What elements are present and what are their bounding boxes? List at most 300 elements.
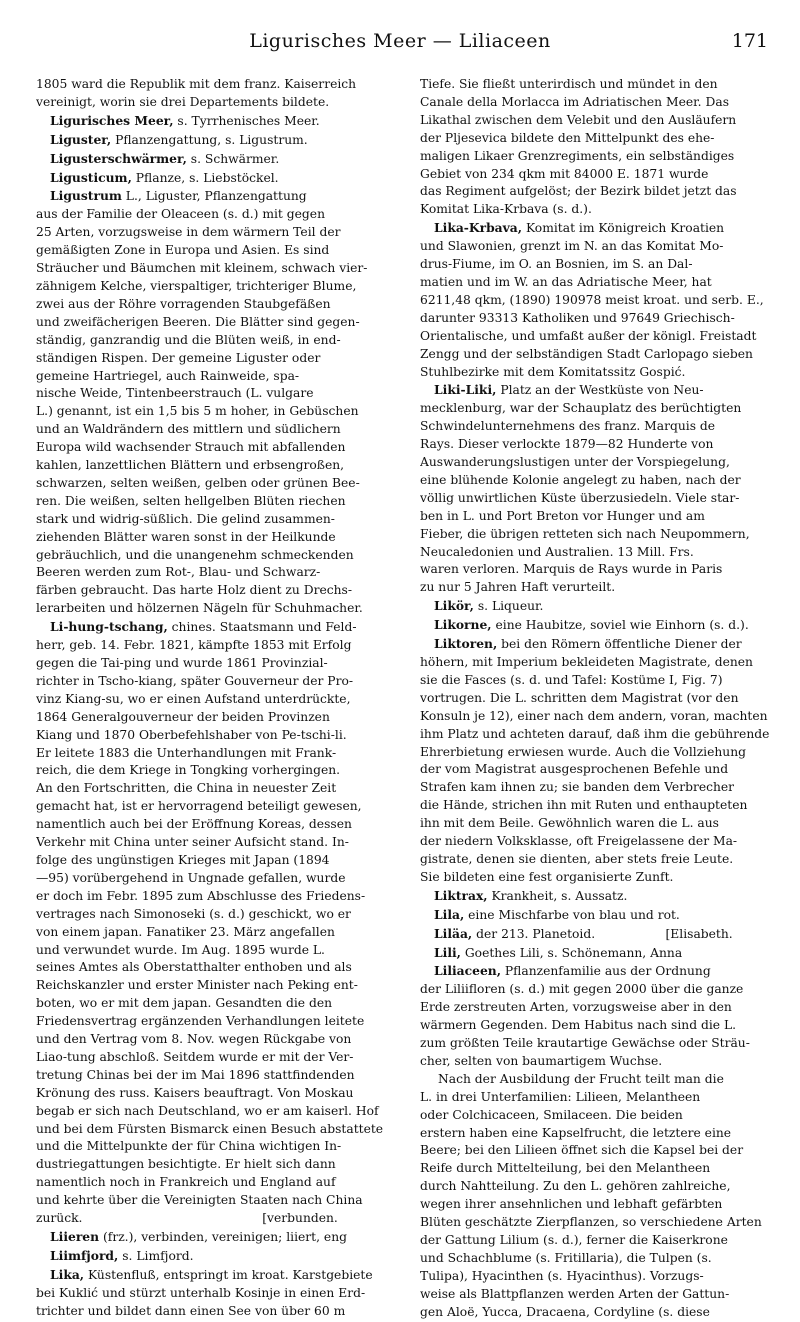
text-line <box>36 1192 391 1210</box>
text-line <box>420 183 775 201</box>
text-line <box>36 1031 391 1049</box>
line-text: Strafen kam ihnen zu; sie banden dem Verbrecher <box>420 780 735 795</box>
line-text: s. Schwärmer. <box>186 151 280 166</box>
text-line <box>36 296 391 314</box>
headword: Lika, <box>50 1266 85 1282</box>
line-text: s. Liqueur. <box>473 599 544 614</box>
line-text: Schwindelunternehmens des franz. Marquis de <box>420 419 716 434</box>
line-text: Krönung des russ. Kaisers beauftragt. Von Moskau <box>36 1085 354 1100</box>
line-text: drus-Fiume, im O. an Bosnien, im S. an Dal- <box>420 257 693 272</box>
line-text: Fieber, die übrigen retteten sich nach Neupommern, <box>420 526 750 541</box>
line-text: reich, die dem Kriege in Tongking vorhergingen. <box>36 763 341 778</box>
line-text: die Hände, strichen ihn mit Ruten und enthaupteten <box>420 798 748 813</box>
line-text: Blüten geschätzte Zierpflanzen, so verschiedene Arten <box>420 1215 762 1230</box>
headword: Liktoren, <box>434 636 498 652</box>
line-text: weise als Blattpflanzen werden Arten der Gattun- <box>420 1286 730 1301</box>
line-text: zum größten Teile krautartige Gewächse oder Sträu- <box>420 1036 750 1051</box>
text-line <box>420 1178 775 1196</box>
text-line <box>36 260 391 278</box>
line-text: Goethes Lili, s. Schönemann, Anna <box>460 945 683 960</box>
line-text: gen Aloë, Yucca, Dracaena, Cordyline (s. diese <box>420 1304 710 1319</box>
entry-headword-line <box>420 635 775 654</box>
entry-headword-line <box>36 1247 391 1266</box>
line-text: 6211,48 qkm, (1890) 190978 meist kroat. und serb. E., <box>420 292 764 307</box>
text-line <box>420 130 775 148</box>
text-line <box>36 94 391 112</box>
line-text: aus der Familie der Oleaceen (s. d.) mit gegen <box>36 207 325 222</box>
text-line <box>420 654 775 672</box>
line-text: Reichskanzler und erster Minister nach Peking ent- <box>36 978 358 993</box>
text-line <box>36 727 391 745</box>
text-line <box>420 418 775 436</box>
headword: Lili, <box>434 944 461 960</box>
headword: Liki-Liki, <box>434 382 497 398</box>
line-text: und Slawonien, grenzt im N. an das Komitat Mo- <box>420 239 724 254</box>
text-line <box>36 332 391 350</box>
line-text: von einem japan. Fanatiker 23. März angefallen <box>36 924 335 939</box>
line-text: Konsuln je 12), einer nach dem andern, voran, machten <box>420 708 768 723</box>
line-text: tretung Chinas bei der im Mai 1896 stattfindenden <box>36 1067 355 1082</box>
headword: Ligusterschwärmer, <box>50 150 187 166</box>
text-line <box>36 1210 391 1228</box>
text-line <box>420 999 775 1017</box>
text-line <box>36 529 391 547</box>
line-text: Er leitete 1883 die Unterhandlungen mit Frank- <box>36 745 337 760</box>
text-line <box>36 76 391 94</box>
text-line <box>36 1067 391 1085</box>
text-line <box>36 421 391 439</box>
line-text: und die Mittelpunkte der für China wichtigen In- <box>36 1139 342 1154</box>
text-line <box>36 1285 391 1303</box>
line-text: s. Limfjord. <box>118 1248 194 1263</box>
line-text: höhern, mit Imperium bekleideten Magistrate, denen <box>420 655 753 669</box>
text-line <box>36 691 391 709</box>
text-line <box>36 1013 391 1031</box>
line-text: er doch im Febr. 1895 zum Abschlusse des Friedens- <box>36 888 366 903</box>
text-line <box>36 888 391 906</box>
line-text: lerarbeiten und hölzernen Nägeln für Schuhmacher. <box>36 601 363 616</box>
line-text: gebräuchlich, und die unangenehm schmeckenden <box>36 547 354 562</box>
entry-headword-line <box>36 1228 391 1247</box>
text-line <box>420 436 775 454</box>
line-text: oder Colchicaceen, Smilaceen. Die beiden <box>420 1107 683 1122</box>
text-line <box>36 368 391 386</box>
line-text: Rays. Dieser verlockte 1879—82 Hunderte von <box>420 437 714 452</box>
text-line <box>36 1174 391 1192</box>
text-line <box>36 547 391 565</box>
text-line <box>420 400 775 418</box>
text-line <box>36 403 391 421</box>
text-line <box>420 690 775 708</box>
text-line <box>420 310 775 328</box>
text-line <box>36 457 391 475</box>
entry-headword-line <box>36 618 391 637</box>
headword: Ligurisches Meer, <box>50 112 174 128</box>
text-line <box>36 314 391 332</box>
line-text: Komitat Lika-Krbava (s. d.). <box>420 202 592 217</box>
line-text: ihm Platz und achteten darauf, daß ihm die gebührende <box>420 726 770 741</box>
page-number: 171 <box>731 30 768 52</box>
line-text: Tiefe. Sie fließt unterirdisch und mündet in den <box>420 77 718 91</box>
line-text: Ehrerbietung erwiesen wurde. Auch die Vollziehung <box>420 744 747 759</box>
line-text: Nach der Ausbildung der Frucht teilt man die <box>438 1071 724 1086</box>
line-text: Canale della Morlacca im Adriatischen Meer. Das <box>420 94 730 109</box>
text-line <box>36 278 391 296</box>
line-text: (frz.), verbinden, vereinigen; liiert, eng <box>99 1230 347 1244</box>
line-text: Beeren werden zum Rot-, Blau- und Schwarz- <box>36 565 321 580</box>
entry-headword-line <box>420 597 775 616</box>
text-line <box>36 475 391 493</box>
text-line <box>36 493 391 511</box>
text-line <box>36 709 391 727</box>
text-line <box>420 238 775 256</box>
line-text: der 213. Planetoid. [Elisabeth. <box>472 926 733 941</box>
line-text: und den Vertrag vom 8. Nov. wegen Rückgabe von <box>36 1032 352 1047</box>
line-text: Orientalische, und umfaßt außer der königl. Freistadt <box>420 328 757 343</box>
left-column <box>36 76 391 1321</box>
right-column <box>420 76 775 1322</box>
line-text: und an Waldrändern des mittlern und südlichern <box>36 422 341 437</box>
entry-headword-line <box>36 112 391 131</box>
line-text: Platz an der Westküste von Neu- <box>496 383 704 398</box>
line-text: ziehenden Blätter waren sonst in der Heilkunde <box>36 529 336 544</box>
line-text: das Regiment aufgelöst; der Bezirk bildet jetzt das <box>420 184 737 199</box>
line-text: Sie bildeten eine fest organisierte Zunft. <box>420 869 674 884</box>
text-line <box>420 1304 775 1322</box>
line-text: sie die Fasces (s. d. und Tafel: Kostüme I, Fig. 7) <box>420 672 723 687</box>
headword: Likör, <box>434 598 474 614</box>
entry-headword-line <box>420 944 775 963</box>
headword: Ligusticum, <box>50 169 132 185</box>
entry-headword-line <box>420 219 775 238</box>
text-line <box>420 851 775 869</box>
text-line <box>420 779 775 797</box>
line-text: durch Nahtteilung. Zu den L. gehören zahlreiche, <box>420 1179 731 1194</box>
text-line <box>36 870 391 888</box>
entry-headword-line <box>420 925 775 944</box>
text-line <box>420 1268 775 1286</box>
line-text: Likathal zwischen dem Velebit und den Ausläufern <box>420 112 737 127</box>
text-line <box>420 1089 775 1107</box>
line-text: wegen ihrer ansehnlichen und lebhaft gefärbten <box>420 1197 723 1212</box>
line-text: boten, wo er mit dem japan. Gesandten die den <box>36 996 333 1011</box>
line-text: Auswanderungslustigen unter der Vorspiegelung, <box>420 455 730 470</box>
text-line <box>420 744 775 762</box>
text-line <box>420 815 775 833</box>
text-line <box>36 224 391 242</box>
entry-headword-line <box>36 131 391 150</box>
headword: Likorne, <box>434 617 492 633</box>
line-text: An den Fortschritten, die China in neuester Zeit <box>36 781 337 796</box>
text-line <box>36 385 391 403</box>
text-line <box>420 1142 775 1160</box>
text-line <box>420 1107 775 1125</box>
text-line <box>420 1071 775 1089</box>
text-line <box>420 166 775 184</box>
text-line <box>36 1138 391 1156</box>
text-line <box>36 1103 391 1121</box>
line-text: stark und widrig-süßlich. Die gelind zusammen- <box>36 511 335 526</box>
text-line <box>36 924 391 942</box>
line-text: gemeine Hartriegel, auch Rainweide, spa- <box>36 368 300 383</box>
text-line <box>420 1053 775 1071</box>
line-text: ständigen Rispen. Der gemeine Liguster oder <box>36 350 321 365</box>
line-text: richter in Tscho-kiang, später Gouverneur der Pro- <box>36 673 354 688</box>
line-text: zurück. [verbunden. <box>36 1211 338 1226</box>
line-text: der vom Magistrat ausgesprochenen Befehle und <box>420 762 729 777</box>
text-line <box>36 511 391 529</box>
headword: Liieren <box>50 1229 100 1244</box>
line-text: Verkehr mit China unter seiner Aufsicht stand. In- <box>36 835 349 850</box>
line-text: chines. Staatsmann und Feld- <box>167 620 357 635</box>
line-text: waren verloren. Marquis de Rays wurde in Paris <box>420 562 723 577</box>
line-text: gemäßigten Zone in Europa und Asien. Es sind <box>36 243 330 258</box>
entry-headword-line <box>36 187 391 206</box>
text-line <box>36 977 391 995</box>
text-line <box>36 852 391 870</box>
text-line <box>420 94 775 112</box>
text-line <box>420 76 775 94</box>
line-text: matien und im W. an das Adriatische Meer, hat <box>420 274 712 289</box>
line-text: völlig unwirtlichen Küste überzusiedeln. Viele star- <box>420 490 740 505</box>
text-line <box>420 1125 775 1143</box>
text-line <box>36 1156 391 1174</box>
line-text: Europa wild wachsender Strauch mit abfallenden <box>36 440 346 455</box>
line-text: cher, selten von baumartigem Wuchse. <box>420 1053 663 1068</box>
text-line <box>36 582 391 600</box>
text-line <box>36 206 391 224</box>
line-text: eine Haubitze, soviel wie Einhorn (s. d.). <box>491 618 749 633</box>
text-line <box>36 745 391 763</box>
line-text: Tulipa), Hyacinthen (s. Hyacinthus). Vorzugs- <box>420 1268 704 1283</box>
line-text: und Schachblume (s. Fritillaria), die Tulpen (s. <box>420 1250 712 1265</box>
line-text: vereinigt, worin sie drei Departements bildete. <box>36 94 330 109</box>
text-line <box>36 1049 391 1067</box>
line-text: der Liliifloren (s. d.) mit gegen 2000 über die ganze <box>420 982 744 997</box>
text-line <box>420 1286 775 1304</box>
entry-headword-line <box>36 1266 391 1285</box>
text-line <box>36 1303 391 1321</box>
text-line <box>420 274 775 292</box>
line-text: Pflanze, s. Liebstöckel. <box>131 170 279 185</box>
text-line <box>420 579 775 597</box>
line-text: folge des ungünstigen Krieges mit Japan (1894 <box>36 852 330 867</box>
entry-headword-line <box>420 962 775 981</box>
text-line <box>420 454 775 472</box>
line-text: Küstenfluß, entspringt im kroat. Karstgebiete <box>84 1267 373 1282</box>
line-text: darunter 93313 Katholiken und 97649 Griechisch- <box>420 310 735 325</box>
text-line <box>420 708 775 726</box>
text-line <box>420 726 775 744</box>
line-text: L.) genannt, ist ein 1,5 bis 5 m hoher, in Gebüschen <box>36 404 359 419</box>
line-text: dustriegattungen besichtigte. Er hielt sich dann <box>36 1157 336 1172</box>
text-line <box>420 1035 775 1053</box>
entry-headword-line <box>36 150 391 169</box>
entry-headword-line <box>420 887 775 906</box>
text-line <box>420 1017 775 1035</box>
line-text: ren. Die weißen, selten hellgelben Blüten riechen <box>36 493 346 508</box>
line-text: Komitat im Königreich Kroatien <box>522 221 725 236</box>
line-text: wärmern Gegenden. Dem Habitus nach sind die L. <box>420 1018 737 1033</box>
line-text: der niedern Volksklasse, oft Freigelassene der Ma- <box>420 834 738 849</box>
text-line <box>420 797 775 815</box>
line-text: Friedensvertrag ergänzenden Verhandlungen leitete <box>36 1014 365 1029</box>
line-text: eine Mischfarbe von blau und rot. <box>464 907 680 922</box>
text-line <box>36 816 391 834</box>
line-text: bei den Römern öffentliche Diener der <box>497 637 742 652</box>
line-text: Reife durch Mittelteilung, bei den Melantheen <box>420 1161 711 1176</box>
text-line <box>420 364 775 382</box>
text-line <box>420 544 775 562</box>
line-text: Pflanzenfamilie aus der Ordnung <box>501 964 711 979</box>
text-line <box>420 526 775 544</box>
text-line <box>36 637 391 655</box>
line-text: nische Weide, Tintenbeerstrauch (L. vulgare <box>36 386 314 401</box>
headword: Lila, <box>434 906 465 922</box>
line-text: ständig, ganzrandig und die Blüten weiß, in end- <box>36 332 341 347</box>
line-text: gistrate, denen sie dienten, aber stets freie Leute. <box>420 851 734 866</box>
text-line <box>420 508 775 526</box>
entry-headword-line <box>420 906 775 925</box>
line-text: und zweifächerigen Beeren. Die Blätter sind gegen- <box>36 314 360 329</box>
line-text: maligen Likaer Grenzregiments, ein selbständiges <box>420 148 735 163</box>
text-line <box>36 655 391 673</box>
text-line <box>36 350 391 368</box>
text-line <box>420 148 775 166</box>
line-text: Zengg und der selbständigen Stadt Carlopago sieben <box>420 346 753 361</box>
text-line <box>420 1196 775 1214</box>
line-text: kahlen, lanzettlichen Blättern und erbsengroßen, <box>36 458 345 473</box>
headword: Ligustrum <box>50 188 122 204</box>
line-text: Kiang und 1870 Oberbefehlshaber von Pe-tschi-li. <box>36 727 347 742</box>
text-line <box>420 328 775 346</box>
line-text: namentlich noch in Frankreich und England auf <box>36 1175 336 1190</box>
text-line <box>36 600 391 618</box>
line-text: und kehrte über die Vereinigten Staaten nach China <box>36 1193 363 1208</box>
text-line <box>420 981 775 999</box>
text-line <box>36 959 391 977</box>
text-line <box>36 906 391 924</box>
line-text: eine blühende Kolonie angelegt zu haben, nach der <box>420 472 741 487</box>
line-text: ben in L. und Port Breton vor Hunger und am <box>420 508 705 523</box>
entry-headword-line <box>36 169 391 188</box>
line-text: zwei aus der Röhre vorragenden Staubgefäßen <box>36 296 331 311</box>
headword: Li-hung-tschang, <box>50 619 168 635</box>
headword: Lika-Krbava, <box>434 220 523 236</box>
text-line <box>36 798 391 816</box>
line-text: Pflanzengattung, s. Ligustrum. <box>111 132 308 147</box>
text-line <box>420 1232 775 1250</box>
text-line <box>36 780 391 798</box>
text-line <box>420 472 775 490</box>
text-line <box>420 869 775 887</box>
text-line <box>36 673 391 691</box>
text-line <box>420 346 775 364</box>
headword: Liläa, <box>434 925 473 941</box>
text-line <box>420 1214 775 1232</box>
line-text: s. Tyrrhenisches Meer. <box>173 113 320 128</box>
line-text: mecklenburg, war der Schauplatz des berüchtigten <box>420 401 742 416</box>
text-line <box>36 242 391 260</box>
text-line <box>36 1121 391 1139</box>
line-text: trichter und bildet dann einen See von über 60 m <box>36 1303 346 1318</box>
line-text: Neucaledonien und Australien. 13 Mill. Frs. <box>420 544 694 559</box>
text-line <box>420 561 775 579</box>
text-line <box>420 201 775 219</box>
headword: Liliaceen, <box>434 963 501 979</box>
line-text: bei Kuklić und stürzt unterhalb Kosinje in einen Erd- <box>36 1285 366 1300</box>
line-text: der Gattung Lilium (s. d.), ferner die Kaiserkrone <box>420 1233 728 1247</box>
text-line <box>36 439 391 457</box>
text-line <box>420 490 775 508</box>
text-line <box>420 1160 775 1178</box>
text-line <box>420 672 775 690</box>
line-text: Liao-tung abschloß. Seitdem wurde er mit der Ver- <box>36 1049 354 1064</box>
text-line <box>36 942 391 960</box>
line-text: Erde zerstreuten Arten, vorzugsweise aber in den <box>420 1000 732 1015</box>
entry-headword-line <box>420 381 775 400</box>
line-text: vinz Kiang-su, wo er einen Aufstand unterdrückte, <box>36 691 351 706</box>
line-text: begab er sich nach Deutschland, wo er am kaiserl. Hof <box>36 1103 379 1118</box>
text-line <box>36 834 391 852</box>
line-text: L., Liguster, Pflanzengattung <box>121 189 307 204</box>
page-header <box>0 0 800 70</box>
text-line <box>420 256 775 274</box>
line-text: namentlich auch bei der Eröffnung Koreas, dessen <box>36 817 352 832</box>
line-text: 25 Arten, vorzugsweise in dem wärmern Teil der <box>36 225 341 240</box>
line-text: seines Amtes als Oberstatthalter enthoben und als <box>36 960 352 975</box>
line-text: 1805 ward die Republik mit dem franz. Kaiserreich <box>36 77 357 91</box>
line-text: vortrugen. Die L. schritten dem Magistrat (vor den <box>420 690 739 705</box>
line-text: gemacht hat, ist er hervorragend beteiligt gewesen, <box>36 799 362 814</box>
line-text: vertrages nach Simonoseki (s. d.) geschickt, wo er <box>36 906 351 921</box>
text-line <box>420 1250 775 1268</box>
line-text: —95) vorübergehend in Ungnade gefallen, wurde <box>36 870 346 885</box>
entry-headword-line <box>420 616 775 635</box>
text-line <box>420 833 775 851</box>
line-text: herr, geb. 14. Febr. 1821, kämpfte 1853 mit Erfolg <box>36 638 352 653</box>
line-text: L. in drei Unterfamilien: Lilieen, Melantheen <box>420 1089 701 1104</box>
running-head: Ligurisches Meer — Liliaceen <box>249 30 551 52</box>
line-text: und bei dem Fürsten Bismarck einen Besuch abstattete <box>36 1121 384 1136</box>
line-text: färben gebraucht. Das harte Holz dient zu Drechs- <box>36 583 353 598</box>
line-text: gegen die Tai-ping und wurde 1861 Provinzial- <box>36 656 328 670</box>
headword: Liktrax, <box>434 887 488 903</box>
text-line <box>36 995 391 1013</box>
line-text: Krankheit, s. Aussatz. <box>487 888 628 903</box>
text-line <box>36 762 391 780</box>
text-line <box>420 292 775 310</box>
line-text: Sträucher und Bäumchen mit kleinem, schwach vier- <box>36 261 368 276</box>
line-text: Beere; bei den Lilieen öffnet sich die Kapsel bei der <box>420 1143 744 1158</box>
line-text: und verwundet wurde. Im Aug. 1895 wurde L. <box>36 942 325 957</box>
text-line <box>36 564 391 582</box>
line-text: erstern haben eine Kapselfrucht, die letztere eine <box>420 1125 732 1140</box>
text-line <box>420 112 775 130</box>
line-text: der Pljesevica bildete den Mittelpunkt des ehe- <box>420 130 715 145</box>
line-text: zähnigem Kelche, vierspaltiger, trichteriger Blume, <box>36 278 357 293</box>
line-text: Gebiet von 234 qkm mit 84000 E. 1871 wurde <box>420 166 709 181</box>
line-text: Stuhlbezirke mit dem Komitatssitz Gospić. <box>420 364 686 379</box>
line-text: 1864 Generalgouverneur der beiden Provinzen <box>36 709 330 724</box>
headword: Liguster, <box>50 131 112 147</box>
headword: Liimfjord, <box>50 1247 119 1263</box>
line-text: schwarzen, selten weißen, gelben oder grünen Bee- <box>36 475 360 490</box>
line-text: ihn mit dem Beile. Gewöhnlich waren die L. aus <box>420 816 719 831</box>
text-line <box>36 1085 391 1103</box>
text-line <box>420 761 775 779</box>
line-text: zu nur 5 Jahren Haft verurteilt. <box>420 580 616 595</box>
